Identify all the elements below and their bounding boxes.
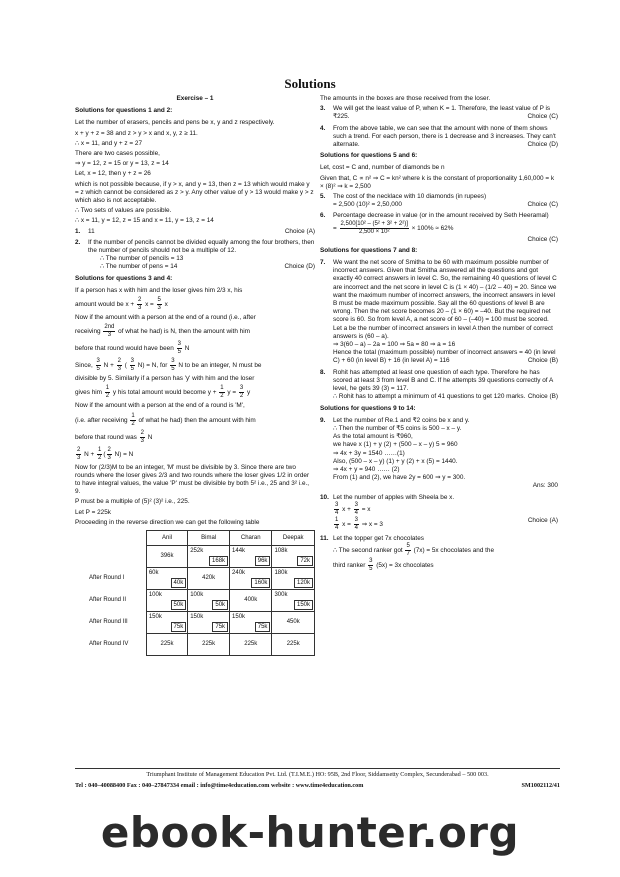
table-cell: 108k 72k	[272, 546, 315, 568]
text: P must be a multiple of (5)² (3)² i.e., 225.	[75, 498, 190, 506]
fraction: $\frac{2}{3}$	[107, 446, 111, 461]
row-label: After Round IV	[89, 641, 129, 648]
table-cell: 150k 75k	[188, 612, 230, 634]
table-header: Anil	[146, 531, 187, 546]
text: Now if the amount with a person at the end of a round is 'M',	[75, 402, 245, 410]
text: The amounts in the boxes are those received from the loser.	[320, 95, 491, 102]
text: which is not possible because, if y > x, and y = 13, then z = 13 which would make y = z which cannot be considered as z > y. Any other value of y > 13 would make y > z which also is not acceptable.	[75, 180, 314, 205]
table-cell: 396k	[146, 546, 187, 568]
page-footer	[75, 768, 560, 791]
footer-address: Triumphant Institute of Management Education Pvt. Ltd. (T.I.M.E.) HO: 95B, 2nd Floor, Siddamsetty Complex, Secunderabad – 500 003.	[146, 771, 489, 778]
answer-4: 4. From the above table, we can see that the amount with none of them shows such a trend. For each person, there is 1 decrease and 3 increases. They can't alternate. Choice (D)	[320, 124, 558, 149]
table-cell: 240k 160k	[230, 568, 272, 590]
table-header: Deepak	[272, 531, 315, 546]
table-cell: 450k	[272, 612, 315, 634]
text: amount would be x + $\frac{2}{3}$ x = $\frac{5}{3}$ x	[75, 297, 168, 312]
table-row	[75, 546, 315, 568]
table-cell: 150k 75k	[146, 612, 187, 634]
section-heading: Solutions for questions 3 and 4:	[75, 274, 173, 282]
text: ∴ x = 11, y = 12, z = 15 and x = 11, y = 13, z = 14	[75, 217, 214, 225]
text: Since, $\frac{3}{5}$ N + $\frac{2}{3}$ ( $\frac{3}{5}$ N) = N, for $\frac{3}{5}$ N to be an integer, N must be	[75, 358, 262, 373]
fraction: $\frac{3}{4}$	[335, 501, 339, 516]
answer-5: 5. The cost of the necklace with 10 diamonds (in rupees) = 2,500 (10)² = 2,50,000 Choice (C)	[320, 193, 558, 209]
fraction: $\frac{1}{2}$	[131, 412, 135, 427]
answer-1: 1. 11 Choice (A)	[75, 227, 315, 235]
choice-label: Choice (B)	[527, 393, 558, 401]
text: ⇒ y = 12, z = 15 or y = 13, z = 14	[75, 160, 169, 168]
table-header: Charan	[230, 531, 272, 546]
fraction: $\frac{2nd}{3}$	[104, 324, 115, 339]
table-cell: 225k	[230, 634, 272, 656]
table-cell: 100k 50k	[188, 590, 230, 612]
section-heading: Solutions for questions 7 and 8:	[320, 246, 418, 254]
text: before that round would have been $\frac{3}{5}$ N	[75, 341, 190, 356]
fraction: $\frac{\text{2,500[10² – (5² + 3² + 2²)]}}{\text{2,500 × 10²}}$	[340, 220, 408, 235]
fraction: $\frac{3}{5}$	[177, 341, 181, 356]
section-heading: Solutions for questions 5 and 6:	[320, 152, 418, 160]
text: Let, x = 12, then y + z = 26	[75, 170, 151, 178]
table-row	[75, 568, 315, 590]
text: ∴ x = 11, and y + z = 27	[75, 139, 143, 147]
fraction: $\frac{1}{4}$	[335, 516, 339, 531]
table-cell: 420k	[188, 568, 230, 590]
left-column	[75, 95, 315, 656]
footer-contact	[75, 780, 560, 791]
table-cell: 300k 150k	[272, 590, 315, 612]
right-column	[320, 95, 558, 576]
fraction: $\frac{2}{3}$	[137, 297, 142, 312]
table-cell: 180k 120k	[272, 568, 315, 590]
text: (i.e. after receiving $\frac{1}{2}$ of what he had) then the amount with him	[75, 412, 256, 427]
text: divisible by 5. Similarly if a person has 'y' with him and the loser	[75, 375, 255, 383]
table-cell: 252k 168k	[188, 546, 230, 568]
fraction: $\frac{3}{4}$	[354, 501, 358, 516]
text: Let, cost = C and, number of diamonds be n	[320, 164, 445, 172]
fraction: $\frac{2}{3}$	[77, 446, 81, 461]
answer-2: 2. If the number of pencils cannot be divided equally among the four brothers, then the number of pencils should not be a multiple of 12. ∴ The number of pencils = 13 ∴ The number of pens = 14 Choice (D)	[75, 238, 315, 271]
footer-contact-info: Tel : 040–40088400 Fax : 040–27847334 email : info@time4education.com website : www.time4education.com	[75, 782, 364, 789]
table-row	[75, 612, 315, 634]
table-cell: 100k 50k	[146, 590, 187, 612]
table-row	[75, 634, 315, 656]
choice-label: Choice (C)	[527, 201, 558, 209]
text: There are two cases possible,	[75, 150, 160, 158]
choice-label: Choice (A)	[527, 516, 558, 524]
text: If a person has x with him and the loser gives him 2/3 x, his	[75, 286, 243, 294]
answer-8: 8. Rohit has attempted at least one question of each type. Therefore he has scored at least 3 from level B and C. If he attempts 39 questions correctly of A level, he gets 39 (3) = 117. ∴ Rohit has to attempt a minimum of 41 questions to get 120 marks. Choice (B)	[320, 368, 558, 401]
text: Now if the amount with a person at the end of a round (i.e., after	[75, 314, 256, 322]
table-cell: 400k	[230, 590, 272, 612]
text: Let the number of erasers, pencils and pens be x, y and z respectively.	[75, 119, 275, 127]
text: Now for (2/3)M to be an integer, 'M' must be divisible by 3. Since there are two rounds where the loser gives 2/3 and two rounds where the loser gives 1/2 in order to have integral values, the value 'P' must be divisible by both 5² i.e., 25 and 3² i.e., 9.	[75, 463, 310, 496]
row-label: After Round II	[89, 597, 127, 604]
watermark: ebook-hunter.org	[100, 808, 520, 857]
text: $\frac{2}{3}$ N + $\frac{1}{2}$ ( $\frac{2}{3}$ N) = N	[77, 446, 134, 461]
answer-3: 3. We will get the least value of P, when K = 1. Therefore, the least value of P is ₹225. Choice (C)	[320, 105, 558, 121]
section-heading: Solutions for questions 9 to 14:	[320, 404, 416, 412]
row-label: After Round I	[89, 575, 125, 582]
table-header: Bimal	[188, 531, 230, 546]
choice-label: Choice (D)	[527, 141, 558, 149]
row-label: After Round III	[89, 619, 128, 626]
text: Proceeding in the reverse direction we can get the following table	[75, 518, 260, 526]
page-title: Solutions	[284, 76, 336, 91]
text: gives him $\frac{1}{2}$ y his total amount would become y + $\frac{1}{2}$ y = $\frac{3}{2}$ y	[75, 385, 251, 400]
fraction: $\frac{5}{3}$	[157, 297, 161, 312]
choice-label: Choice (D)	[284, 263, 315, 271]
text: ∴ Two sets of values are possible.	[75, 207, 172, 215]
table-cell: 150k 75k	[230, 612, 272, 634]
answer-10: 10. Let the number of apples with Sheela be x. $\frac{3}{4}$ x + $\frac{3}{4}$ = x $\frac{1}{4}$ x = $\frac{3}{4}$ ⇒ x = 3 Choice (A)	[320, 493, 558, 531]
text: Given that, C ∝ n² ⇒ C = kn² where k is the constant of proportionality 1,60,000 = k × (8)² ⇒ k = 2,500	[320, 174, 555, 190]
answer-11: 11. Let the topper get 7x chocolates ∴ The second ranker got $\frac{5}{7}$ (7x) = 5x chocolates and the third ranker $\frac{3}{5}$ (5x) = 3x chocolates	[320, 534, 495, 572]
table-cell: 225k	[272, 634, 315, 656]
fraction: $\frac{1}{2}$	[220, 385, 224, 400]
fraction: $\frac{5}{7}$	[406, 542, 410, 557]
choice-label: Choice (C)	[527, 113, 558, 121]
fraction: $\frac{2}{3}$	[140, 429, 144, 444]
rounds-table	[75, 530, 315, 656]
fraction: $\frac{2}{3}$	[117, 358, 121, 373]
fraction: $\frac{3}{2}$	[239, 385, 244, 400]
text: before that round was $\frac{2}{3}$ N	[75, 429, 153, 444]
text: receiving $\frac{2nd}{3}$ of what he had) is N, then the amount with him	[75, 324, 250, 339]
fraction: $\frac{1}{2}$	[105, 385, 110, 400]
footer-page-code: SM1002112/41	[521, 782, 560, 789]
table-cell: 60k 40k	[146, 568, 187, 590]
table-cell: 225k	[188, 634, 230, 656]
answer-9: 9. Let the number of Re.1 and ₹2 coins be x and y. ∴ Then the number of ₹5 coins is 500 – x – y. As the total amount is ₹960, we have x (1) + y (2) + (500 – x – y) 5 = 960 ⇒ 4x + 3y = 1540 ……(1) Also, (500 – x – y) (1) + y (2) + x (5) = 1440. ⇒ 4x + y = 940 …… (2) From (1) and (2), we have 2y = 600 ⇒ y = 300. Ans: 300	[320, 416, 558, 490]
answer-label: Ans: 300	[532, 482, 558, 490]
fraction: $\frac{3}{5}$	[171, 358, 175, 373]
table-header-row	[75, 531, 315, 546]
choice-label: Choice (C)	[527, 235, 558, 243]
exercise-heading: Exercise – 1	[176, 95, 214, 102]
table-cell: 225k	[146, 634, 187, 656]
answer-6: 6. Percentage decrease in value (or in the amount received by Seth Heeramal) = $\frac{\text{2,500[10² – (5² + 3² + 2²)]}}{\text{2,500 × 10²}}$ × 100% ≈ 62% Choice (C)	[320, 212, 558, 243]
text: x + y + z = 38 and z > y > x and x, y, z ≥ 11.	[75, 129, 198, 137]
section-heading: Solutions for questions 1 and 2:	[75, 107, 173, 115]
choice-label: Choice (B)	[527, 357, 558, 365]
fraction: $\frac{3}{5}$	[130, 358, 134, 373]
table-cell: 144k 96k	[230, 546, 272, 568]
fraction: $\frac{3}{4}$	[354, 516, 358, 531]
table-row	[75, 590, 315, 612]
choice-label: Choice (A)	[284, 227, 315, 235]
fraction: $\frac{1}{2}$	[98, 446, 102, 461]
fraction: $\frac{3}{5}$	[369, 557, 373, 572]
text: Let P = 225k	[75, 508, 111, 516]
fraction: $\frac{3}{5}$	[96, 358, 100, 373]
answer-7: 7. We want the net score of Smitha to be 60 with maximum possible number of incorrect answers. Given that Smitha answered all the questions and got exactly 40 correct answers in level C. So, the remaining 40 questions of level C are incorrect and the net score in level C is (1 × 40) – (1/2 – 40) = 20. Since we want the maximum number of incorrect answers, the incorrect answers in level B must be made maximum possible. Say all the 60 questions of level B are wrong. Then the net score becomes 20 – (1 × 60) = –40. But the required net score is 60. So from level A, a net score of 60 – (–40) = 100 must be scored. Let a be the number of incorrect answers in level A then the number of correct answers is (60 – a). ⇒ 3(60 – a) – 2a = 100 ⇒ 5a = 80 ⇒ a = 16 Hence the total (maximum possible) number of incorrect answers = 40 (in level C) + 60 (in level B) + 16 (in level A) = 116 Choice (B)	[320, 259, 558, 365]
